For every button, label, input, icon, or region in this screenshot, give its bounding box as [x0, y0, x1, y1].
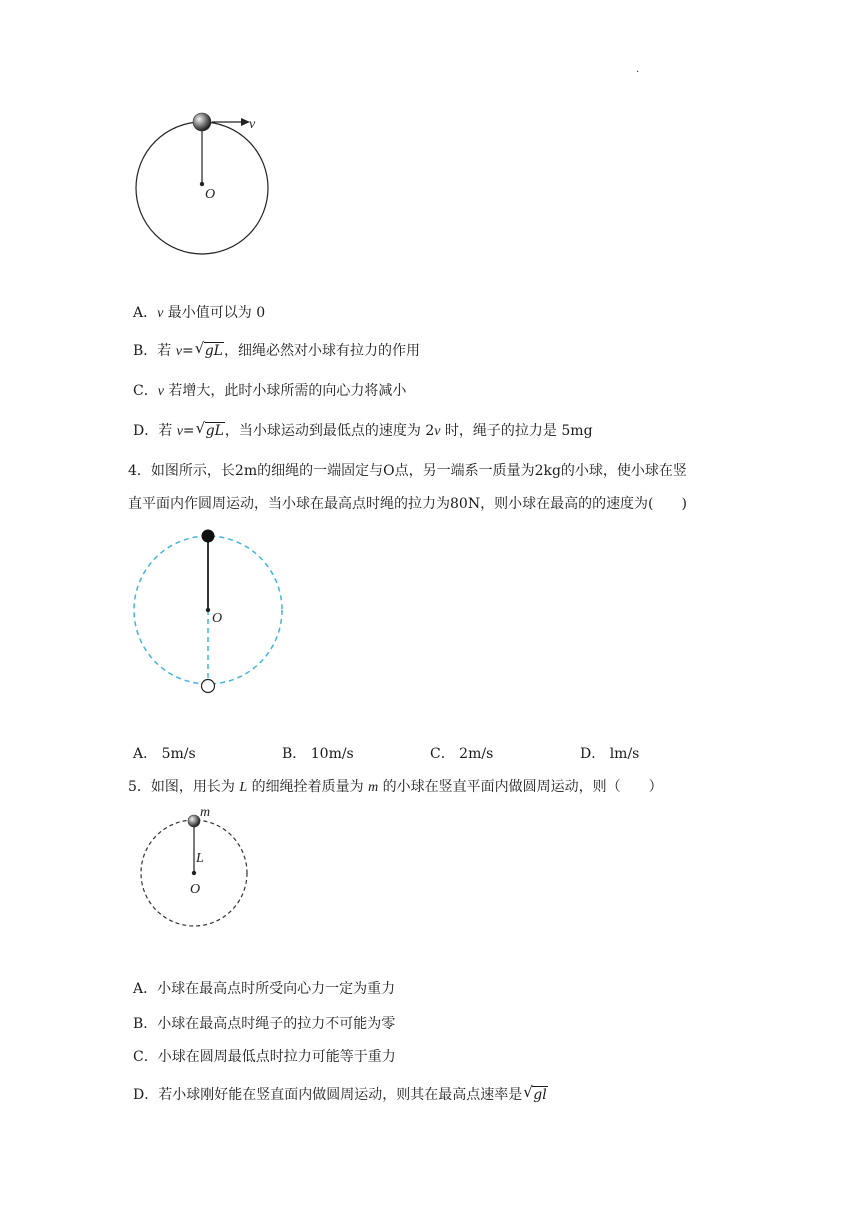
q4-choice-a: A． 5m/s — [133, 746, 196, 762]
q4-choice-c: C． 2m/s — [430, 746, 494, 762]
q5-option-a: A．小球在最高点时所受向心力一定为重力 — [133, 981, 396, 997]
figure-circle-top-velocity — [128, 108, 278, 258]
label-l: L — [196, 851, 204, 866]
sqrt-gL: √ gL — [194, 339, 223, 359]
sqrt-gl: √ gl — [523, 1083, 547, 1103]
center-point — [200, 182, 204, 186]
sqrt-gL: √ gL — [195, 419, 224, 439]
center-point — [206, 608, 210, 612]
ball — [193, 113, 211, 131]
option-a: A．v 最小值可以为 0 — [133, 305, 266, 321]
ball — [188, 815, 200, 827]
ball-bottom — [202, 680, 215, 693]
q4-choice-d: D． lm/s — [580, 746, 640, 762]
option-c: C．v 若增大，此时小球所需的向心力将减小 — [133, 383, 407, 399]
label-o: O — [190, 882, 201, 897]
figure-dashed-circle-small — [134, 800, 258, 934]
option-d: D．若 v= √ gL，当小球运动到最低点的速度为 2v 时，绳子的拉力是 5mg — [133, 419, 593, 439]
q5-option-c: C．小球在圆周最低点时拉力可能等于重力 — [133, 1049, 396, 1065]
q4-stem-line1: 4．如图所示，长2m的细绳的一端固定与O点，另一端系一质量为2kg的小球，使小球在竖 — [128, 463, 687, 479]
q4-stem-line2: 直平面内作圆周运动，当小球在最高点时绳的拉力为80N，则小球在最高的的速度为( ) — [128, 496, 687, 512]
q5-option-d: D．若小球刚好能在竖直面内做圆周运动，则其在最高点速率是 √ gl — [133, 1083, 547, 1103]
ball-top — [202, 530, 215, 543]
label-o: O — [205, 187, 216, 202]
label-o: O — [212, 611, 223, 626]
label-m: m — [200, 805, 211, 820]
page-dot: . — [636, 64, 640, 75]
figure-dashed-circle — [128, 524, 292, 698]
label-v: v — [249, 117, 256, 132]
center-point — [192, 871, 196, 875]
option-b: B．若 v= √ gL，细绳必然对小球有拉力的作用 — [133, 339, 420, 359]
q4-choice-b: B． 10m/s — [282, 746, 354, 762]
q5-stem: 5．如图，用长为 L 的细绳拴着质量为 m 的小球在竖直平面内做圆周运动，则（ ） — [128, 779, 663, 795]
q5-option-b: B．小球在最高点时绳子的拉力不可能为零 — [133, 1016, 396, 1032]
